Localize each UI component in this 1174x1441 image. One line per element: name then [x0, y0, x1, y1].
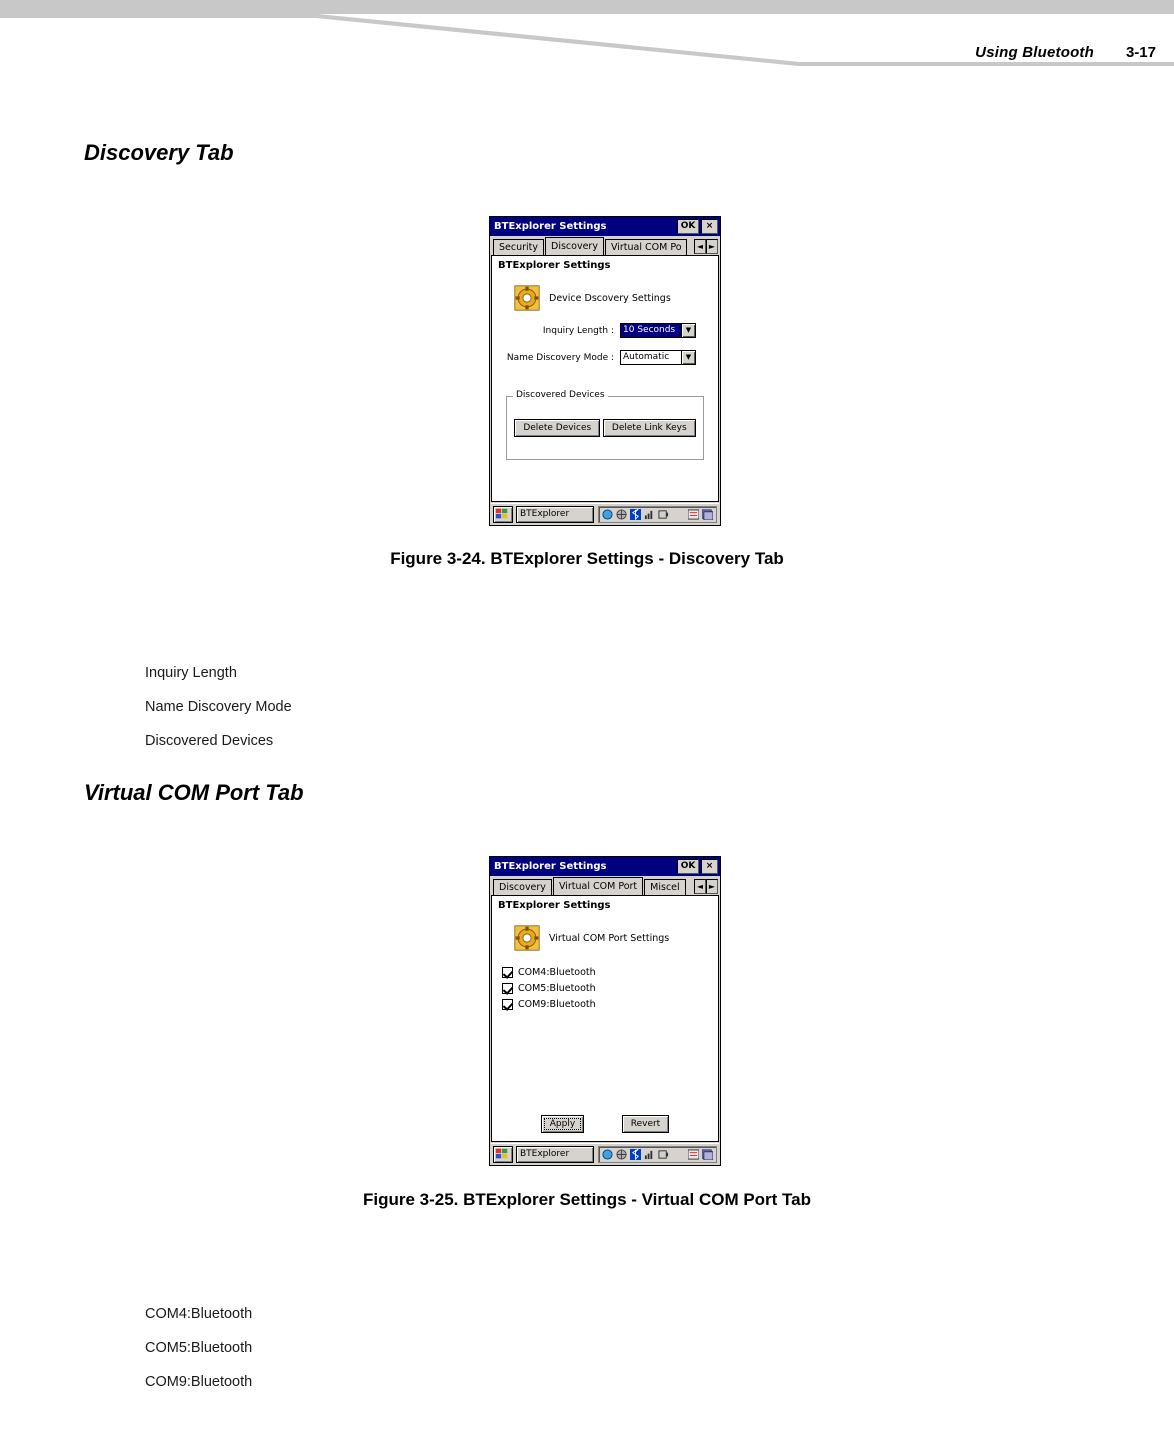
window-client-area [491, 255, 719, 502]
chevron-down-icon[interactable]: ▼ [681, 324, 695, 337]
tab-prev-icon[interactable]: ◄ [694, 239, 706, 254]
list-item[interactable] [502, 999, 718, 1010]
virtual-com-port-settings-row [514, 925, 718, 951]
tab-virtual-com-port[interactable]: Virtual COM Po [605, 239, 687, 255]
term-name-discovery-mode: Name Discovery Mode [145, 699, 292, 715]
device-discovery-settings-row [514, 285, 718, 311]
gear-icon [514, 285, 540, 311]
list-item-label: COM9:Bluetooth [518, 999, 596, 1010]
name-discovery-mode-row [492, 350, 718, 365]
name-discovery-mode-select[interactable] [620, 350, 696, 365]
tab-discovery[interactable]: Discovery [545, 237, 604, 255]
term-discovered-devices: Discovered Devices [145, 733, 274, 749]
virtual-com-port-list [502, 967, 718, 1010]
delete-link-keys-button[interactable]: Delete Link Keys [603, 419, 696, 437]
term-com5: COM5:Bluetooth [145, 1340, 253, 1356]
device-discovery-settings-label: Device Dscovery Settings [549, 292, 671, 304]
name-discovery-mode-value: Automatic [623, 352, 670, 362]
list-item[interactable] [502, 983, 718, 994]
inquiry-length-value: 10 Seconds [621, 324, 681, 337]
gear-icon [514, 925, 540, 951]
taskbar [491, 503, 719, 524]
list-item-label: COM5:Bluetooth [518, 983, 596, 994]
window-client-area [491, 895, 719, 1142]
tab-security[interactable]: Security [493, 239, 544, 255]
tab-discovery[interactable]: Discovery [493, 879, 552, 895]
page-number: 3-17 [1125, 44, 1156, 61]
term-com9: COM9:Bluetooth [145, 1374, 253, 1390]
battery-icon[interactable] [658, 1149, 669, 1160]
system-tray [598, 1146, 717, 1163]
tab-next-icon[interactable]: ► [706, 879, 718, 894]
ok-button[interactable]: OK [677, 219, 699, 234]
inquiry-length-row [492, 323, 718, 338]
tab-strip [490, 236, 720, 255]
client-title: BTExplorer Settings [498, 260, 611, 271]
section-heading-discovery: Discovery Tab [84, 140, 234, 165]
keyboard-icon[interactable] [688, 509, 699, 520]
windows-icon[interactable] [702, 509, 713, 520]
bluetooth-icon[interactable] [630, 1149, 641, 1160]
close-icon[interactable]: × [701, 859, 718, 874]
delete-devices-button[interactable]: Delete Devices [514, 419, 600, 437]
section-heading-virtual-com-port: Virtual COM Port Tab [84, 780, 304, 805]
revert-button[interactable]: Revert [622, 1115, 669, 1133]
discovered-devices-buttons [507, 397, 703, 459]
term-com4: COM4:Bluetooth [145, 1306, 253, 1322]
close-icon[interactable]: × [701, 219, 718, 234]
window-titlebar [490, 857, 720, 876]
figure-discovery-screenshot [489, 216, 721, 526]
client-title: BTExplorer Settings [498, 900, 611, 911]
figure-caption-3-25: Figure 3-25. BTExplorer Settings - Virtual COM Port Tab [362, 1190, 812, 1209]
taskbar-item-btexplorer[interactable]: BTExplorer [516, 1146, 594, 1163]
list-item-label: COM4:Bluetooth [518, 967, 596, 978]
start-button-icon[interactable] [493, 506, 513, 523]
battery-icon[interactable] [658, 509, 669, 520]
checkbox-com9[interactable] [502, 999, 513, 1010]
dialog-buttons [492, 1115, 718, 1133]
start-button-icon[interactable] [493, 1146, 513, 1163]
bluetooth-icon[interactable] [630, 509, 641, 520]
tab-scroll-buttons [694, 879, 718, 894]
network-icon[interactable] [602, 509, 613, 520]
virtual-com-term-list [145, 1297, 252, 1399]
windows-flag-icon [494, 1147, 510, 1161]
list-item[interactable] [502, 967, 718, 978]
discovered-devices-group [506, 390, 704, 460]
figure-virtual-com-screenshot [489, 856, 721, 1166]
virtual-com-port-settings-label: Virtual COM Port Settings [549, 932, 670, 944]
tab-virtual-com-port[interactable]: Virtual COM Port [553, 877, 643, 895]
checkbox-com4[interactable] [502, 967, 513, 978]
discovery-term-list [145, 656, 292, 758]
tab-next-icon[interactable]: ► [706, 239, 718, 254]
keyboard-icon[interactable] [688, 1149, 699, 1160]
page-header [0, 0, 1174, 92]
signal-icon[interactable] [644, 509, 655, 520]
window-titlebar [490, 217, 720, 236]
tab-prev-icon[interactable]: ◄ [694, 879, 706, 894]
windows-flag-icon [494, 507, 510, 521]
window-title: BTExplorer Settings [494, 221, 607, 232]
globe-icon[interactable] [616, 509, 627, 520]
windows-icon[interactable] [702, 1149, 713, 1160]
ok-button[interactable]: OK [677, 859, 699, 874]
term-inquiry-length: Inquiry Length [145, 665, 237, 681]
chevron-down-icon[interactable]: ▼ [681, 351, 695, 364]
network-icon[interactable] [602, 1149, 613, 1160]
inquiry-length-label: Inquiry Length : [542, 325, 614, 336]
window-title: BTExplorer Settings [494, 861, 607, 872]
running-head: Using Bluetooth [975, 44, 1094, 61]
system-tray [598, 506, 717, 523]
apply-button[interactable]: Apply [541, 1115, 584, 1133]
taskbar-item-btexplorer[interactable]: BTExplorer [516, 506, 594, 523]
tab-miscellaneous[interactable]: Miscel [644, 879, 686, 895]
globe-icon[interactable] [616, 1149, 627, 1160]
tab-scroll-buttons [694, 239, 718, 254]
tab-strip [490, 876, 720, 895]
checkbox-com5[interactable] [502, 983, 513, 994]
name-discovery-mode-label: Name Discovery Mode : [506, 352, 614, 363]
discovered-devices-legend: Discovered Devices [513, 390, 608, 400]
figure-caption-3-24: Figure 3-24. BTExplorer Settings - Discovery Tab [390, 549, 784, 568]
signal-icon[interactable] [644, 1149, 655, 1160]
taskbar [491, 1143, 719, 1164]
inquiry-length-select[interactable] [620, 323, 696, 338]
